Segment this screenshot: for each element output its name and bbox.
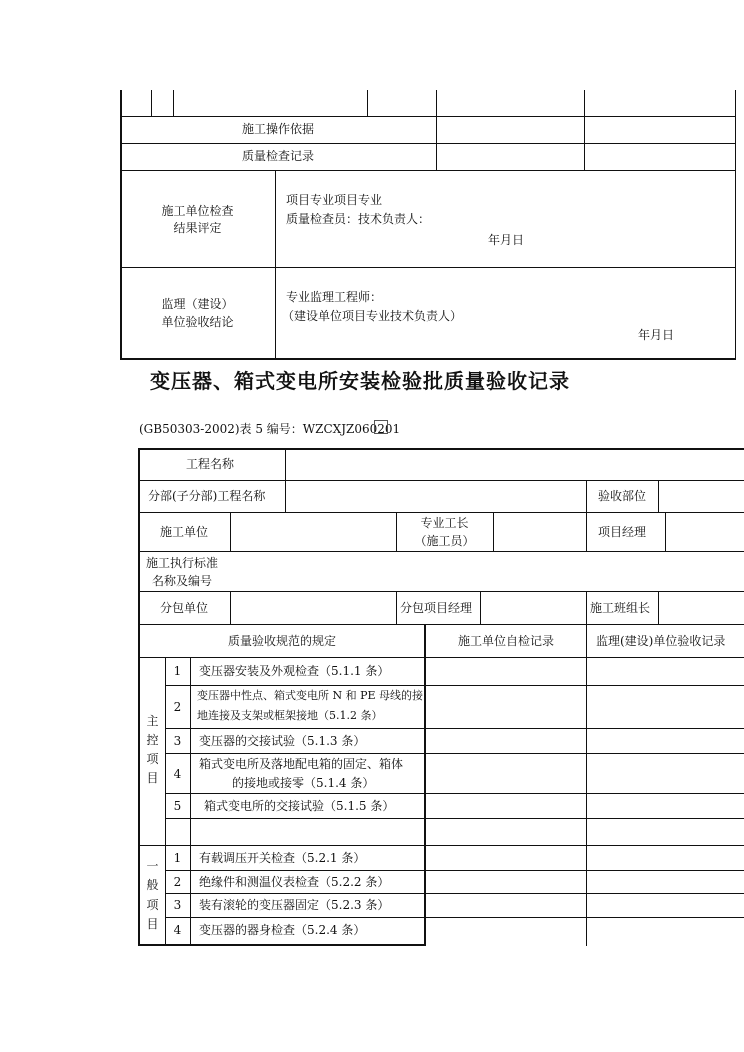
- supervision-text-2: （建设单位项目专业技术负责人）: [282, 309, 463, 323]
- foreman-label-2: （施工员）: [414, 534, 475, 548]
- main-item-3-text: 变压器的交接试验（5.1.3 条）: [199, 734, 366, 748]
- project-name-field[interactable]: [286, 450, 744, 480]
- general-label-1: 一: [146, 859, 159, 873]
- basis-label: 施工操作依据: [241, 122, 314, 136]
- main-item-5-no: 5: [173, 799, 182, 813]
- main-label-1: 主: [146, 714, 159, 728]
- unit-check-label-2: 结果评定: [173, 221, 222, 235]
- sub-unit-label: 分包单位: [160, 601, 209, 615]
- supervision-date: 年月日: [638, 328, 675, 342]
- main-item-3-no: 3: [173, 734, 182, 748]
- general-item-2-no: 2: [173, 875, 182, 889]
- main-label-3: 项: [146, 752, 159, 766]
- supervision-text-1: 专业监理工程师：: [286, 290, 383, 304]
- general-item-4-text: 变压器的器身检查（5.2.4 条）: [199, 923, 366, 937]
- acceptance-part-label: 验收部位: [598, 489, 647, 503]
- main-item-5-text: 箱式变电所的交接试验（5.1.5 条）: [204, 799, 395, 813]
- construction-unit-label: 施工单位: [160, 525, 209, 539]
- sub-project-field[interactable]: [286, 481, 586, 512]
- main-item-1-no: 1: [173, 664, 182, 678]
- unit-check-date: 年月日: [488, 233, 525, 247]
- main-item-2-text-1: 变压器中性点、箱式变电所 N 和 PE 母线的接: [197, 689, 424, 702]
- general-label-3: 项: [146, 898, 159, 912]
- general-label-4: 目: [146, 917, 159, 931]
- general-item-3-text: 装有滚轮的变压器固定（5.2.3 条）: [199, 898, 390, 912]
- record-label: 质量检查记录: [241, 149, 314, 163]
- team-leader-label: 施工班组长: [590, 601, 651, 615]
- foreman-label-1: 专业工长: [420, 516, 469, 530]
- unit-check-label-1: 施工单位检查: [161, 204, 234, 218]
- sub-unit-field[interactable]: [231, 592, 396, 624]
- project-manager-label: 项目经理: [598, 525, 647, 539]
- supervision-label-1: 监理（建设）: [161, 297, 234, 311]
- sub-manager-label: 分包项目经理: [400, 601, 473, 615]
- supervision-label-2: 单位验收结论: [161, 315, 234, 329]
- form-code-checkbox[interactable]: [374, 420, 388, 434]
- general-item-1-no: 1: [173, 851, 182, 865]
- unit-check-text-2: 质量检查员：技术负责人：: [286, 212, 431, 226]
- main-label-2: 控: [146, 733, 159, 747]
- sub-project-label: 分部(子分部)工程名称: [148, 489, 266, 503]
- general-item-2-text: 绝缘件和测温仪表检查（5.2.2 条）: [199, 875, 390, 889]
- team-leader-field[interactable]: [659, 592, 744, 624]
- col-super-header: 监理(建设)单位验收记录: [596, 634, 726, 648]
- acceptance-part-field[interactable]: [659, 481, 744, 512]
- general-item-1-text: 有载调压开关检查（5.2.1 条）: [199, 851, 366, 865]
- standard-label-1: 施工执行标准: [146, 556, 219, 570]
- general-item-3-no: 3: [173, 898, 182, 912]
- project-name-label: 工程名称: [186, 457, 235, 471]
- main-item-1-text: 变压器安装及外观检查（5.1.1 条）: [199, 664, 390, 678]
- standard-label-2: 名称及编号: [152, 574, 213, 588]
- main-item-2-no: 2: [173, 700, 182, 714]
- form-code: (GB50303-2002)表 5 编号：WZCXJZ060201: [139, 422, 401, 436]
- col-spec-header: 质量验收规范的规定: [227, 634, 336, 648]
- main-label-4: 目: [146, 771, 159, 785]
- project-manager-field[interactable]: [666, 513, 744, 551]
- main-item-4-text-2: 的接地或接零（5.1.4 条）: [232, 776, 375, 790]
- unit-check-text-1: 项目专业项目专业: [286, 193, 383, 207]
- main-item-4-text-1: 箱式变电所及落地配电箱的固定、箱体: [199, 757, 404, 771]
- general-item-4-no: 4: [173, 923, 182, 937]
- construction-unit-field[interactable]: [231, 513, 396, 551]
- main-item-2-text-2: 地连接及支架或框架接地（5.1.2 条）: [197, 709, 383, 722]
- standard-field[interactable]: [231, 552, 744, 591]
- sub-manager-field[interactable]: [481, 592, 586, 624]
- main-item-4-no: 4: [173, 767, 182, 781]
- col-self-header: 施工单位自检记录: [457, 634, 554, 648]
- foreman-field[interactable]: [494, 513, 586, 551]
- general-label-2: 般: [146, 878, 159, 892]
- doc-title: 变压器、箱式变电所安装检验批质量验收记录: [150, 369, 570, 393]
